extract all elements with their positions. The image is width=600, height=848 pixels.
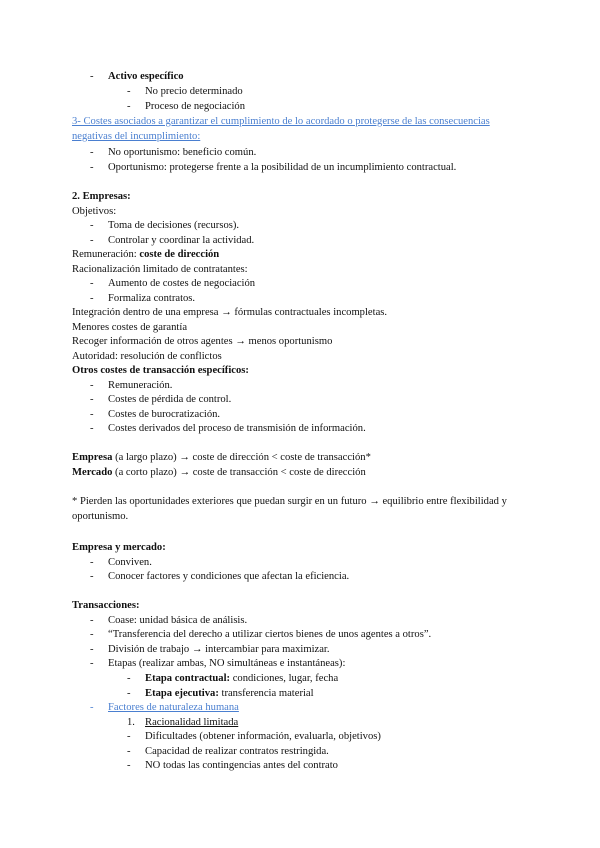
list-item: Toma de decisiones (recursos). <box>108 220 240 231</box>
bullet-dash: - <box>90 423 94 434</box>
etapa-contractual: Etapa contractual: condiciones, lugar, fecha <box>145 673 339 684</box>
list-item: Aumento de costes de negociación <box>108 278 256 289</box>
bullet-dash: - <box>90 557 94 568</box>
list-item: Remuneración. <box>108 380 173 391</box>
bullet-dash: - <box>127 760 131 771</box>
bullet-dash: - <box>127 86 131 97</box>
list-item: Controlar y coordinar la actividad. <box>108 235 255 246</box>
bullet-dash: - <box>90 235 94 246</box>
list-item: No precio determinado <box>145 86 243 97</box>
bullet-dash: - <box>90 658 94 669</box>
autoridad-line: Autoridad: resolución de conflictos <box>72 351 222 362</box>
bullet-dash: - <box>90 571 94 582</box>
bullet-dash: - <box>90 394 94 405</box>
bullet-dash: - <box>90 278 94 289</box>
bullet-dash: - <box>127 731 131 742</box>
list-item: No oportunismo: beneficio común. <box>108 147 257 158</box>
bullet-dash: - <box>90 615 94 626</box>
bullet-dash: - <box>90 380 94 391</box>
list-item: División de trabajo → intercambiar para maximizar. <box>108 644 330 655</box>
list-item: Conocer factores y condiciones que afectan la eficiencia. <box>108 571 350 582</box>
empresa-mercado-title: Empresa y mercado: <box>72 542 166 553</box>
bullet-dash: - <box>90 293 94 304</box>
list-item: Capacidad de realizar contratos restringida. <box>145 746 329 757</box>
bullet-dash: - <box>127 101 131 112</box>
etapa-ejecutiva: Etapa ejecutiva: transferencia material <box>145 688 314 699</box>
bullet-dash: - <box>90 71 94 82</box>
objetivos-label: Objetivos: <box>72 206 117 217</box>
list-item: Formaliza contratos. <box>108 293 196 304</box>
bullet-dash: - <box>90 644 94 655</box>
bullet-dash: - <box>90 702 94 713</box>
transacciones-title: Transacciones: <box>72 600 140 611</box>
empresa-comparison: Empresa (a largo plazo) → coste de dirección < coste de transacción* <box>72 452 371 463</box>
bullet-dash: - <box>127 673 131 684</box>
list-item: Costes de burocratización. <box>108 409 221 420</box>
bullet-dash: - <box>90 162 94 173</box>
list-item: Conviven. <box>108 557 152 568</box>
bullet-dash: - <box>90 409 94 420</box>
list-item: “Transferencia del derecho a utilizar ciertos bienes de unos agentes a otros”. <box>108 629 432 640</box>
list-item: Oportunismo: protegerse frente a la posibilidad de un incumplimiento contractual. <box>108 162 457 173</box>
list-item: Coase: unidad básica de análisis. <box>108 615 248 626</box>
bullet-dash: - <box>90 629 94 640</box>
list-item: Costes derivados del proceso de transmisión de información. <box>108 423 366 434</box>
bullet-dash: - <box>90 220 94 231</box>
remuneracion-line: Remuneración: coste de dirección <box>72 249 220 260</box>
list-item: Proceso de negociación <box>145 101 246 112</box>
integracion-line: Integración dentro de una empresa → fórmulas contractuales incompletas. <box>72 307 388 318</box>
list-item: Dificultades (obtener información, evaluarla, objetivos) <box>145 731 381 742</box>
section-3-link[interactable]: 3- Costes asociados a garantizar el cumplimiento de lo acordado o protegerse de las consecuencias negativas del incumplimiento: <box>72 116 490 142</box>
bullet-dash: - <box>127 688 131 699</box>
list-number: 1. <box>127 717 135 728</box>
list-item: Etapas (realizar ambas, NO simultáneas e instantáneas): <box>108 658 346 669</box>
mercado-comparison: Mercado (a corto plazo) → coste de transacción < coste de dirección <box>72 467 366 478</box>
list-item: Costes de pérdida de control. <box>108 394 232 405</box>
bullet-dash: - <box>127 746 131 757</box>
section-title-empresas: 2. Empresas: <box>72 191 131 202</box>
factores-link[interactable]: Factores de naturaleza humana <box>108 702 239 713</box>
otros-title: Otros costes de transacción específicos: <box>72 365 249 376</box>
recoger-line: Recoger información de otros agentes → menos oportunismo <box>72 336 333 347</box>
racionalidad-heading: Racionalidad limitada <box>145 717 239 728</box>
footnote: * Pierden las oportunidades exteriores que puedan surgir en un futuro → equilibrio entre flexibilidad y oportunismo. <box>72 496 507 522</box>
bullet-dash: - <box>90 147 94 158</box>
list-item: Activo específico <box>108 71 184 82</box>
racionalizacion-line: Racionalización limitado de contratantes: <box>72 264 248 275</box>
menores-line: Menores costes de garantía <box>72 322 188 333</box>
list-item: NO todas las contingencias antes del contrato <box>145 760 338 771</box>
